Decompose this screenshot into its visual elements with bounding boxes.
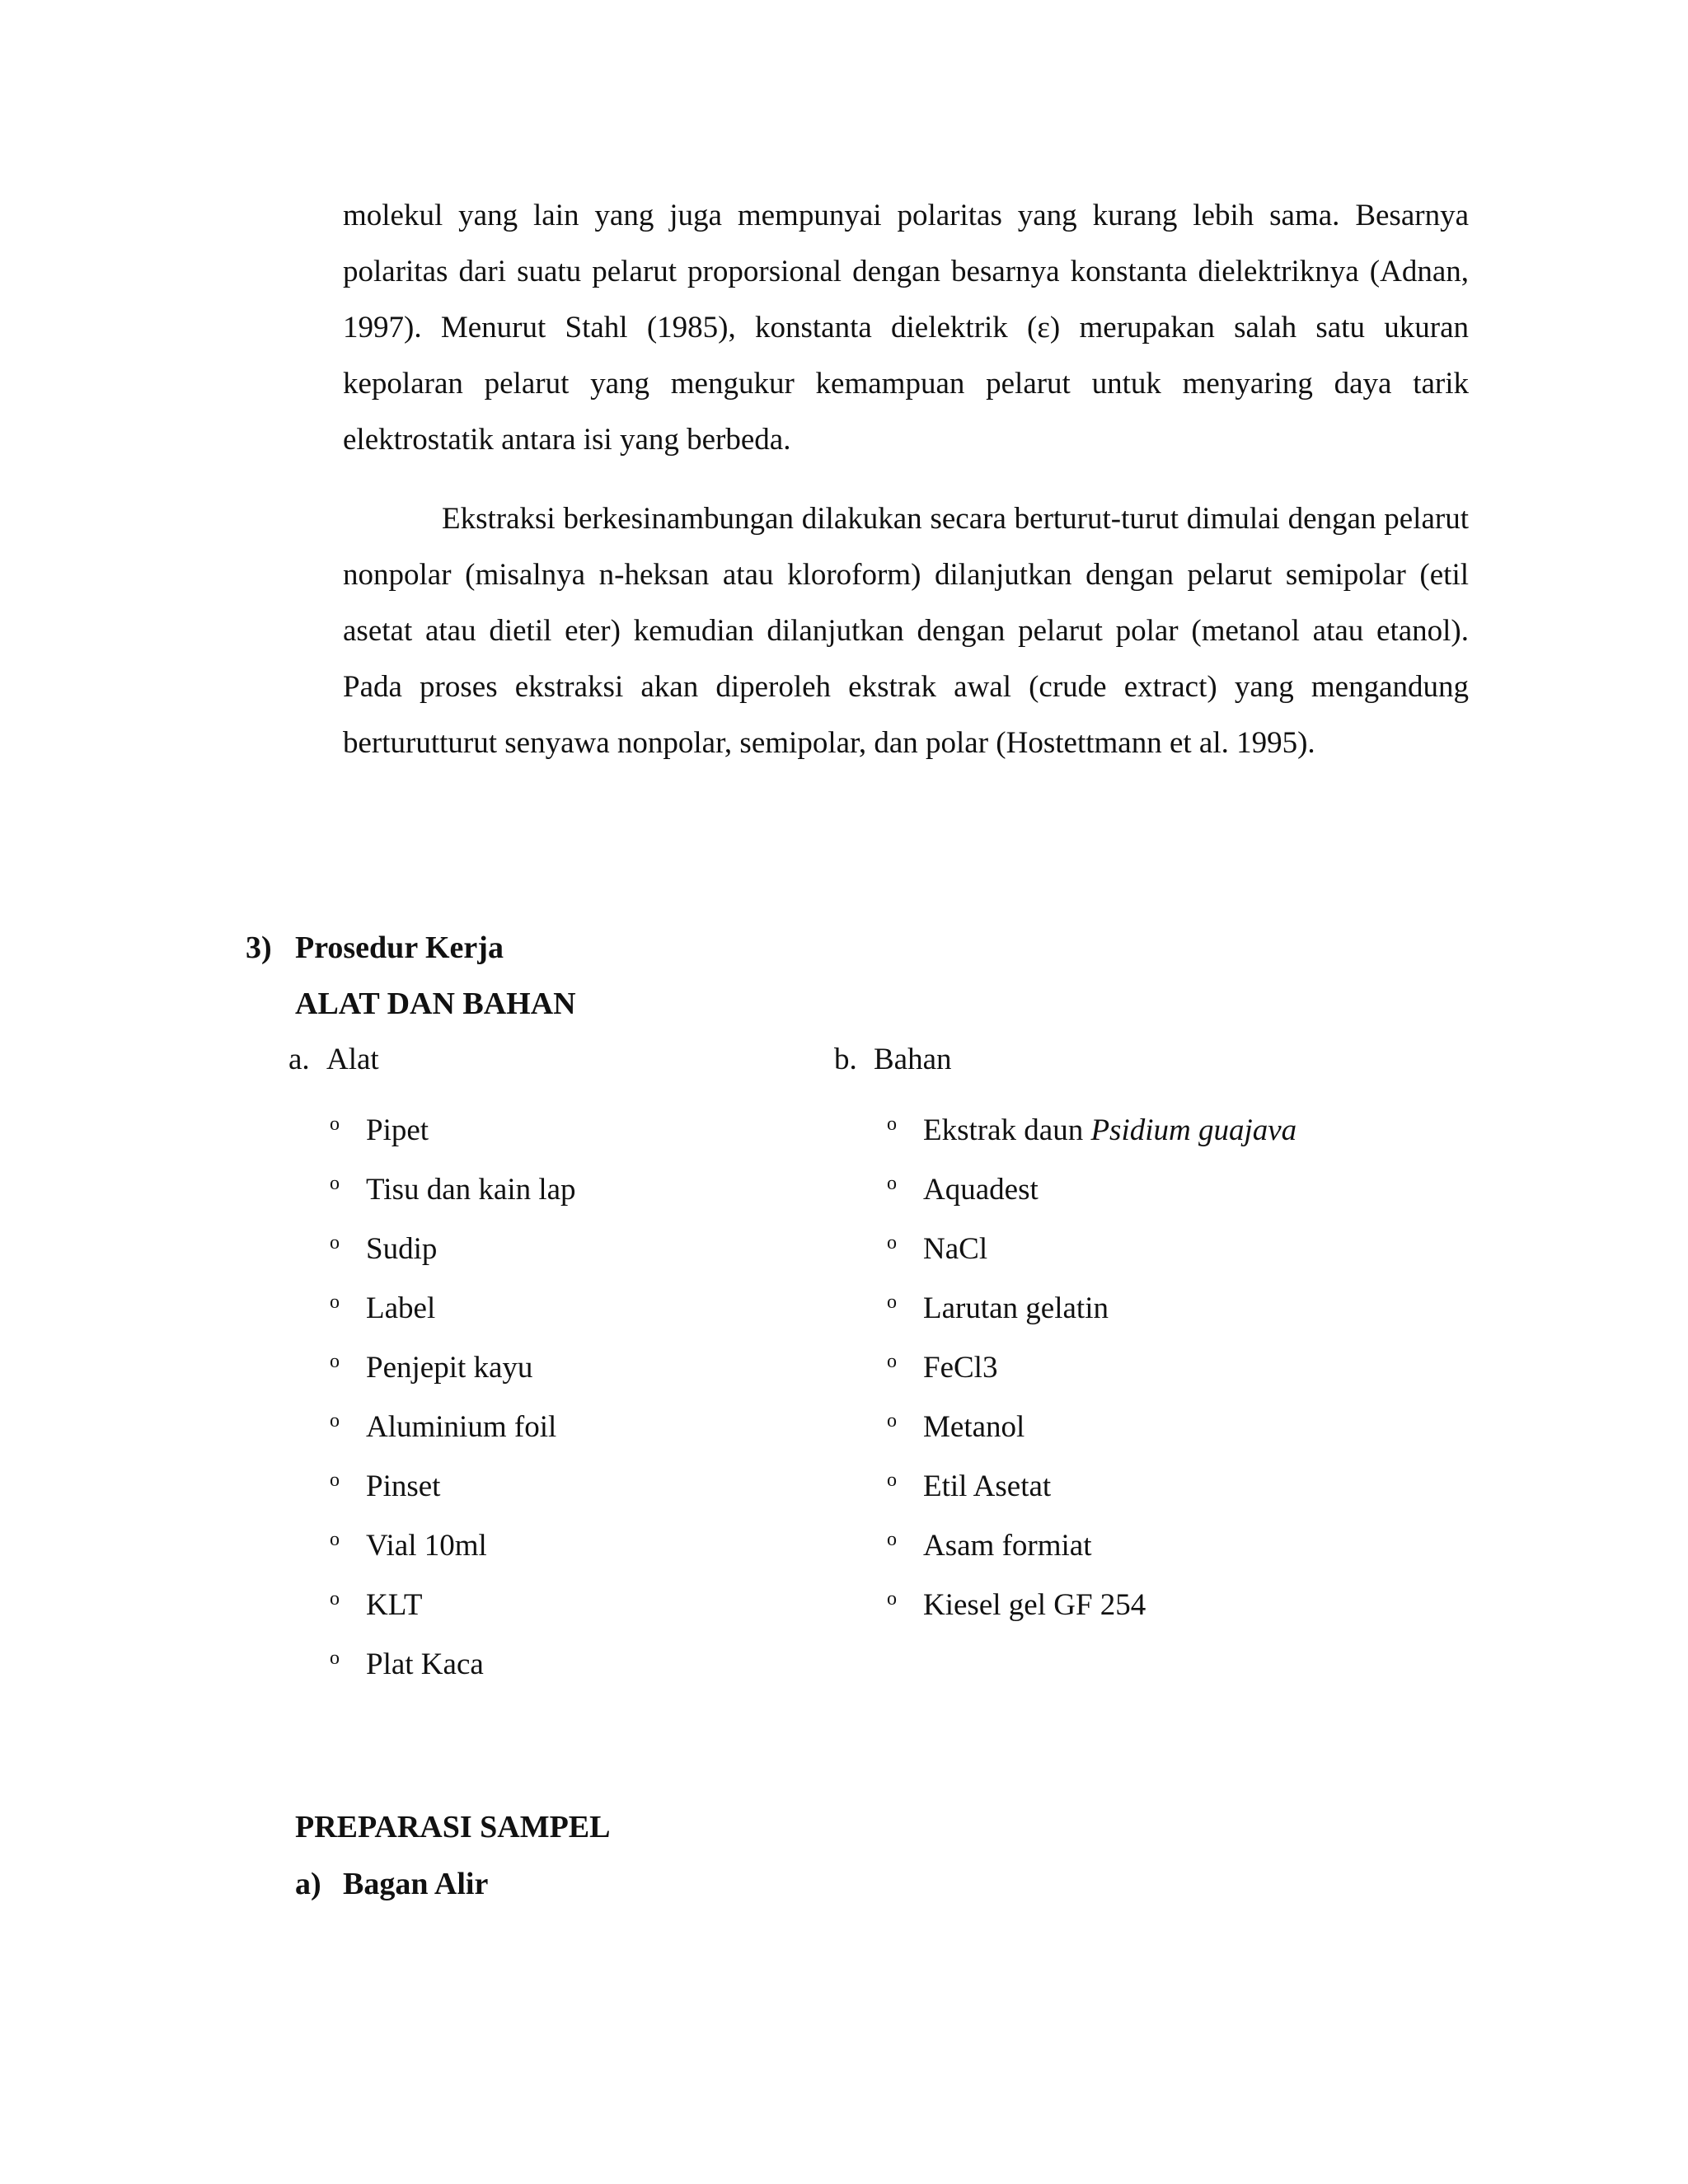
list-item: o Etil Asetat xyxy=(923,1457,1296,1516)
bullet-icon: o xyxy=(330,1588,340,1610)
bullet-icon: o xyxy=(330,1113,340,1135)
list-item: o Vial 10ml xyxy=(366,1516,576,1576)
bullet-icon: o xyxy=(887,1351,897,1372)
list-item: o KLT xyxy=(366,1576,576,1635)
bullet-icon: o xyxy=(887,1173,897,1194)
bagan-number: a) xyxy=(295,1867,321,1901)
bullet-icon: o xyxy=(887,1588,897,1610)
bullet-icon: o xyxy=(330,1647,340,1669)
list-item: o Aluminium foil xyxy=(366,1398,576,1457)
bahan-letter: b. xyxy=(834,1043,857,1076)
list-item: o FeCl3 xyxy=(923,1338,1296,1398)
bullet-icon: o xyxy=(330,1469,340,1491)
paragraph-polaritas: molekul yang lain yang juga mempunyai polaritas yang kurang lebih sama. Besarnya polaritas dari suatu pelarut proporsional dengan besarnya konstanta dielektriknya (Adnan, 1997). Menurut Stahl (1985), konstanta dielektrik (ε) merupakan salah satu ukuran kepolaran pelarut yang mengukur kemampuan pelarut untuk menyaring daya tarik elektrostatik antara isi yang berbeda. xyxy=(343,199,1469,457)
bullet-icon: o xyxy=(330,1410,340,1432)
preparasi-title: PREPARASI SAMPEL xyxy=(295,1810,611,1844)
list-item: o NaCl xyxy=(923,1220,1296,1279)
list-item: o Penjepit kayu xyxy=(366,1338,576,1398)
list-item: o Label xyxy=(366,1279,576,1338)
bullet-icon: o xyxy=(887,1291,897,1313)
bullet-icon: o xyxy=(887,1529,897,1550)
list-item: o Plat Kaca xyxy=(366,1635,576,1694)
list-item: o Pipet xyxy=(366,1101,576,1160)
bagan-title: Bagan Alir xyxy=(343,1867,489,1901)
list-item: o Larutan gelatin xyxy=(923,1279,1296,1338)
bahan-list xyxy=(887,1101,1297,1635)
alat-letter: a. xyxy=(288,1043,310,1076)
section-title: Prosedur Kerja xyxy=(295,930,504,965)
alat-list xyxy=(330,1101,576,1694)
list-item: o Asam formiat xyxy=(923,1516,1296,1576)
paragraph-ekstraksi: Ekstraksi berkesinambungan dilakukan secara berturut-turut dimulai dengan pelarut nonpolar (misalnya n-heksan atau kloroform) dilanjutkan dengan pelarut semipolar (etil asetat atau dietil eter) kemudian dilanjutkan dengan pelarut polar (metanol atau etanol). Pada proses ekstraksi akan diperoleh ekstrak awal (crude extract) yang mengandung berturutturut senyawa nonpolar, semipolar, dan polar (Hostettmann et al. 1995). xyxy=(343,502,1469,760)
bullet-icon: o xyxy=(887,1113,897,1135)
alat-label: Alat xyxy=(326,1043,379,1076)
bullet-icon: o xyxy=(330,1173,340,1194)
bullet-icon: o xyxy=(330,1529,340,1550)
bullet-icon: o xyxy=(330,1351,340,1372)
list-item: o Ekstrak daun Psidium guajava xyxy=(923,1101,1296,1160)
subheading-alat-bahan: ALAT DAN BAHAN xyxy=(295,987,576,1021)
bullet-icon: o xyxy=(887,1232,897,1254)
section-number: 3) xyxy=(246,930,272,965)
list-item: o Pinset xyxy=(366,1457,576,1516)
list-item: o Metanol xyxy=(923,1398,1296,1457)
list-item: o Tisu dan kain lap xyxy=(366,1160,576,1220)
bullet-icon: o xyxy=(330,1291,340,1313)
list-item: o Sudip xyxy=(366,1220,576,1279)
list-item: o Kiesel gel GF 254 xyxy=(923,1576,1296,1635)
bullet-icon: o xyxy=(887,1469,897,1491)
bullet-icon: o xyxy=(887,1410,897,1432)
list-item: o Aquadest xyxy=(923,1160,1296,1220)
bahan-label: Bahan xyxy=(874,1043,952,1076)
bullet-icon: o xyxy=(330,1232,340,1254)
